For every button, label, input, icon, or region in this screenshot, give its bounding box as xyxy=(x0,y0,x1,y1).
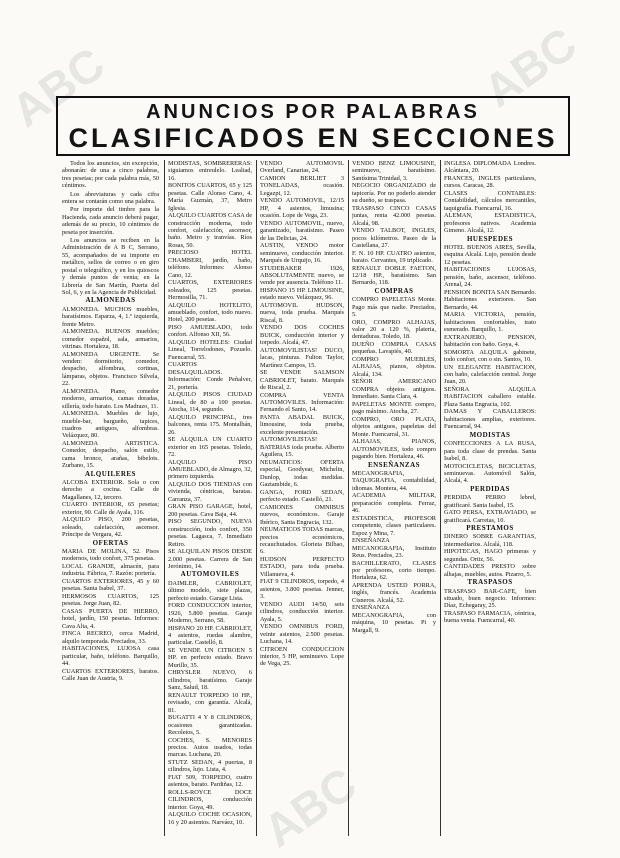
classified-ad: VENDO OMNIBUS FORD, veinte asientos, 2.500 pesetas. Luchana, 14. xyxy=(260,623,344,645)
classified-ad: PISO AMUEBLADO, todo confort. Alfonso XII, 56. xyxy=(168,324,252,339)
classified-ad: DINERO SOBRE GARANTIAS, intermediarios. Alcalá, 118. xyxy=(444,533,536,548)
banner-title-line2: CLASIFICADOS EN SECCIONES xyxy=(68,123,558,153)
classified-ad: ALMONEDA. Muebles de lujo, mueble-bar, bargueño, tapices, cuadros antiguos, alfombras. Velázquez, 80. xyxy=(62,410,159,440)
classified-ad: TRASPASO CINCO CASAS juntas, renta 42.000 pesetas. Alcalá, 98. xyxy=(352,204,436,227)
classified-ad: CANTIDADES PRESTO sobre alhajas, muebles, autos. Pizarro, 5. xyxy=(444,563,536,578)
classified-ad: BUGATTI 4 Y 8 CILINDROS, ocasiones garantizadas. Recoletos, 5. xyxy=(168,714,252,736)
classified-ad: PERDIDA PERRO lebrel, gratificaré. Santa Isabel, 15. xyxy=(444,494,536,509)
classified-ad: CAMIONES OMNIBUS nuevos, económicos. Garaje Ibérico, Santa Engracia, 132. xyxy=(260,503,344,526)
classified-ad: AUSTIN, VENDO motor seminuevo, conducción interior. Marqués de Urquijo, 16. xyxy=(260,242,344,265)
classified-ad: ALHAJAS, PIANOS, AUTOMOVILES, todo compro pagando bien. Hortaleza, 46. xyxy=(352,438,436,461)
classified-ad: CUARTOS, EXTERIORES soleados, 125 pesetas. Hermosilla, 71. xyxy=(168,279,252,302)
classified-ad: MARIA VICTORIA, pensión, habitaciones confortables, trato esmerado. Barquillo, 1. xyxy=(444,311,536,334)
classified-ad: NEUMATICOS: OFERTA especial, Goodyear, Michelin, Dunlop, todas medidas. Gaztambide, 6. xyxy=(260,458,344,489)
classified-ad: CAMION BERLIET 3 TONELADAS, ocasión. Legazpi, 12. xyxy=(260,175,344,197)
classified-ad: SOMORTA ALQUILA gabinete, todo confort, con o sin. Santos, 10. xyxy=(444,348,536,364)
classified-ad: EXTRANJERO, PENSION, habitación con baño. Goya, 4. xyxy=(444,333,536,349)
section-heading: OFERTAS xyxy=(92,538,129,547)
classified-ad: COMPRA VENTA AUTOMOVILES. Información: Fernando el Santo, 14. xyxy=(260,391,344,414)
classified-ad: HABITACIONES, LUJOSA casa particular, baño, teléfono. Barquillo, 44. xyxy=(62,645,159,668)
classified-ad: SE ALQUILAN PISOS DESDE 2.000 pesetas. Carrera de San Jerónimo, 14. xyxy=(168,548,252,570)
classified-ad: APRENDA USTED PORRA, inglés, francés. Academia Cisneros. Alcalá, 52. xyxy=(352,581,436,604)
classified-ad: ALQUILO PISO AMUEBLADO, de Almagro, 32, primero izquierda. xyxy=(168,458,252,481)
classified-ad: F. N. 10 HP. CUATRO asientos, barato. Cervantes, 19 triplicado. xyxy=(352,249,436,265)
classified-ad: MARIA DE MOLINA, 52. Pisos modernos, todo confort, 375 pesetas. xyxy=(62,548,159,563)
classified-ad: VENDO AUTOMOVIL Overland, Canarias, 24. xyxy=(260,160,344,175)
classified-ad: RENAULT TORPEDO 10 HP., revisado, con garantía. Alcalá, 81. xyxy=(168,691,252,714)
classified-ad: TRASPASO FARMACIA, céntrica, buena venta. Fuencarral, 40. xyxy=(444,609,536,625)
classified-ad: FRANCES, INGLES particulares, cursos. Caracas, 28. xyxy=(444,175,536,190)
classified-ad: ALCOBA EXTERIOR. Sola o con derecho a cocina. Calle de Magallanes, 12, tercero. xyxy=(62,479,159,501)
classified-ad: ALQUILO PRINCIPAL, tres balcones, renta 175. Montalbán, 26. xyxy=(168,413,252,436)
intro-paragraph: Todos los anuncios, sin excepción, abonarán: de una a cinco palabras, tres pesetas; por cada palabra más, 50 céntimos. xyxy=(62,160,159,190)
classified-ad: ALMONEDA. MUCHOS muebles, baratísimos. Esparza, 4, 1.º izquierda, frente Metro. xyxy=(62,305,159,328)
classified-ad: ALMONEDA ARTISTICA. Comedor, despacho, salón estilo, cama bronce, arañas, bibelots. Zurbano, 15. xyxy=(62,439,159,470)
column-divider xyxy=(348,160,349,836)
classified-ad: HUDSON PERFECTO ESTADO, para toda prueba. Villanueva, 4. xyxy=(260,555,344,578)
section-heading: ENSEÑANZAS xyxy=(367,460,421,469)
classified-ad: UN ELEGANTE HABITACION, con baño, calefacción central. Jorge Juan, 20. xyxy=(444,363,536,386)
section-banner xyxy=(56,96,570,156)
classified-ad: HABITACIONES LUJOSAS, pensión, baño, ascensor, teléfono. Arenal, 24. xyxy=(444,266,536,289)
classified-ad: VENDO AUTOMOVIL, 12/15 HP, 4 asientos, limusina; ocasión. Lope de Vega, 23. xyxy=(260,197,344,220)
section-heading: MODISTAS xyxy=(469,430,511,439)
classified-ad: CONFECCIONES A LA RUSA, para toda clase de prendas. Santa Isabel, 8. xyxy=(444,440,536,462)
classified-ad: ESTADISTICA, PROFESOR competente, clases particulares. Espoz y Mina, 7. xyxy=(352,514,436,537)
column-2 xyxy=(168,160,252,836)
classified-ad: BONITOS CUARTOS, 65 y 125 pesetas. Calle Alonso Cano, 4. María Guzmán, 37, Metro Iglesia. xyxy=(168,182,252,212)
section-heading: COMPRAS xyxy=(374,286,414,295)
column-1 xyxy=(62,160,159,836)
classified-ad: ALQUILO PISO, 200 pesetas, soleado, calefacción, ascensor. Príncipe de Vergara, 42. xyxy=(62,516,159,539)
classified-ad: CASAS PUERTA DE HIERRO, hotel, jardín, 150 pesetas. Informes: Cava Alta, 4. xyxy=(62,608,159,630)
classified-ad: CITROEN CONDUCCION interior, 5 HP, seminuevo. Lope de Vega, 25. xyxy=(260,645,344,668)
column-4 xyxy=(352,160,436,836)
classified-ad: GANGA, FORD SEDAN, perfecto estado. Castelló, 21. xyxy=(260,488,344,504)
classified-ad: DUEÑO COMPRA CASAS pequeñas. Lavapiés, 40. xyxy=(352,341,436,356)
abc-watermark: ABC xyxy=(254,757,366,857)
classified-ad: ALQUILO PISOS CIUDAD Lineal, de 80 a 100 pesetas. Atocha, 114, segundo. xyxy=(168,391,252,414)
classified-ad: CUARTOS DESALQUILADOS. Información: Conde Peñalver, 21, portería. xyxy=(168,361,252,391)
classified-ad: FORD CONDUCCION interior, 1926, 5.800 pesetas. Garaje Moderno, Serrano, 58. xyxy=(168,602,252,624)
classified-ad: HISPANO 15 HP. LIMOUSINE, estado nuevo. Velázquez, 96. xyxy=(260,287,344,302)
column-divider xyxy=(164,160,165,836)
classified-ad: DAMAS Y CABALLEROS: habitaciones amplias, exteriores. Fuencarral, 94. xyxy=(444,408,536,431)
classified-ad: PISO SEGUNDO, NUEVA construcción, todo confort, 350 pesetas. Lagasca, 7. Inmediato Retiro. xyxy=(168,518,252,548)
classified-ad: ALMONEDA. Piano, comedor moderno, armarios, camas doradas, sillería, todo barato. Los Madrazo, 11. xyxy=(62,387,159,410)
section-heading: PRESTAMOS xyxy=(466,523,514,532)
classified-ad: MECANOGRAFIA, TAQUIGRAFIA, contabilidad, idiomas. Montera, 44. xyxy=(352,469,436,492)
classified-ad: ORO, COMPRO ALHAJAS, valor 20 a 120 %, plateria, dentaduras. Toledo, 18. xyxy=(352,318,436,341)
classified-ad: AUTOMOVILISTAS! BATERIAS toda prueba. Alberto Aguilera, 15. xyxy=(260,436,344,459)
classified-ad: NEGOCIO ORGANIZADO de tapicería. Por no poderlo atender su dueño, se traspasa. xyxy=(352,182,436,205)
classified-ad: VENDO AUTOMOVIL, nuevo, garantizado, baratísimo. Paseo de las Delicias, 24. xyxy=(260,219,344,242)
section-heading: ALMONEDAS xyxy=(85,296,136,305)
classified-ad: ENSEÑANZA MECANOGRAFIA, con máquina, 10 pesetas. Pi y Margall, 9. xyxy=(352,604,436,634)
intro-paragraph: Los anuncios se reciben en la Administración de A B C, Serrano, 55, acompañados de su importe en metálico, sellos de correo o en giro postal o telegráfico, y en los quioscos y demás puntos de venta; en la Librería de San Martín, Puerta del Sol, 6, y en la Agencia de Publicidad. xyxy=(62,237,159,296)
classified-ad: STUDEBAKER 1926, ABSOLUTAMENTE nuevo, se vende por ausencia. Teléfono 11. xyxy=(260,264,344,287)
classified-ad: GRAN PISO GARAGE, hotel, 200 pesetas. Cava Baja, 44. xyxy=(168,503,252,518)
classified-ad: DAIMLER, CABRIOLET, último modelo, siete plazas, perfecto estado. Garage Lista. xyxy=(168,579,252,602)
section-heading: AUTOMOVILES xyxy=(180,570,240,579)
classified-ad: COMPRO PAPELETAS Monte. Pago más que nadie. Preciados, 5. xyxy=(352,296,436,319)
classified-ad: ALQUILO CUARTOS CASA de construcción moderna, todo confort, calefacción, ascensor, baño. Metro y tranvías. Ríos Rosas, 50. xyxy=(168,212,252,249)
classified-ad: FINCA RECREO, cerca Madrid, alquilo temporada. Preciados, 33. xyxy=(62,630,159,645)
intro-paragraph: Los abreviaturas y cada cifra entera se contarán como una palabra. xyxy=(62,190,159,206)
classified-ad: SE ALQUILA UN CUARTO exterior en 165 pesetas. Toledo, 72. xyxy=(168,436,252,458)
classified-ad: CUARTOS EXTERIORES, baratos. Calle Juan de Austria, 9. xyxy=(62,667,159,683)
classified-ad: VENDO TALBOT, INGLES, pocos kilómetros. Paseo de la Castellana, 27. xyxy=(352,227,436,250)
classified-ad: SEÑOR AMERICANO COMPRA objetos antiguos. Inmediato. Santa Clara, 4. xyxy=(352,378,436,401)
classified-ad: CUARTO INTERIOR, 65 pesetas; exterior, 90. Calle de Ayala, 116. xyxy=(62,501,159,516)
classified-ad: SE VENDE SALMSON CABRIOLET, barato. Marqués de Riscal, 2. xyxy=(260,369,344,392)
classified-ad: PANTA ABADAL BUICK, limousine, toda prueba, excelente presentación. xyxy=(260,414,344,436)
classified-ad: ENSEÑANZA MECANOGRAFIA, Instituto Reus. Preciados, 23. xyxy=(352,537,436,559)
banner-title-line1: ANUNCIOS POR PALABRAS xyxy=(146,101,480,123)
classified-ad: ALQUILO HOTELES: Ciudad Lineal, Torrelodones, Pozuelo. Fuencarral, 55. xyxy=(168,339,252,361)
classified-ad: LOCAL GRANDE, almacén, para industria. Fábrica, 7. Razón: portería. xyxy=(62,563,159,578)
classified-ad: PRECIOSO HOTEL CHAMBERI, jardín, baño, teléfono. Informes: Alonso Cano, 12. xyxy=(168,249,252,279)
classified-ad: CLASES CONTABLES: Contabilidad, cálculos mercantiles, taquigrafía. Fuencarral, 16. xyxy=(444,190,536,212)
classified-ad: MOTOCICLETAS, BICICLETAS, seminuevas. Automóvil Salón, Alcalá, 4. xyxy=(444,462,536,485)
classified-ad: CHRYSLER NUEVO, 6 cilindros, baratísimo. Garaje Sanz, Salud, 18. xyxy=(168,669,252,692)
classified-ad: COCHES, S. MENORES precios. Autos usados, todas marcas. Luchana, 20. xyxy=(168,736,252,759)
classified-ad: COMPRO, ORO PLATA, objetos antiguos, papeletas del Monte. Fuencarral, 31. xyxy=(352,415,436,438)
classified-ad: SEÑORA ALQUILA HABITACION caballero estable. Plaza Santa Engracia, 102. xyxy=(444,386,536,408)
column-divider xyxy=(256,160,257,836)
classified-ad: VENDO DOS COCHES BUICK, conducción interior y torpedo. Alcalá, 47. xyxy=(260,324,344,347)
classified-ad: AUTOMOVIL HUDSON, nueva, toda prueba. Marqués Riscal, 8. xyxy=(260,302,344,324)
intro-paragraph: Por importe del timbre para la Hacienda, cada anuncio deberá pagar, además de su precio, 10 céntimos de peseta por inserción. xyxy=(62,206,159,236)
classified-ad: CUARTOS EXTERIORES, 45 y 60 pesetas. Santa Isabel, 37. xyxy=(62,578,159,593)
classified-ad: ACADEMIA MILITAR, preparación completa. Ferraz, 46. xyxy=(352,492,436,515)
classified-ad: STUTZ SEDAN, 4 puertas, 8 cilindros, lujo. Lista, 4. xyxy=(168,759,252,774)
column-divider xyxy=(440,160,441,836)
intro-notice xyxy=(62,160,159,296)
abc-watermark: ABC xyxy=(2,37,114,137)
classified-ad: VENDO BENZ LIMOUSINE, seminuevo, baratísimo. Santísima Trinidad, 3. xyxy=(352,160,436,182)
classified-ad: GATO PERSA, EXTRAVIADO, se gratificará. Carretas, 10. xyxy=(444,509,536,524)
classified-ad: ALEMAN, ESTADISTICA, profesores nativos. Academia Gimeno. Alcalá, 12. xyxy=(444,212,536,235)
classified-ad: HERMOSOS CUARTOS, 125 pesetas. Jorge Juan, 82. xyxy=(62,593,159,608)
classified-ad: COMPRO MUEBLES, ALHAJAS, pianos, objetos. Alcalá, 134. xyxy=(352,356,436,378)
classified-ad: ROLLS-ROYCE DOCE CILINDROS, conducción interior. Goya, 49. xyxy=(168,789,252,811)
classified-ad: PAPELETAS MONTE compro, pago máximo. Atocha, 27. xyxy=(352,400,436,416)
abc-watermark: ABC xyxy=(474,17,586,117)
classified-ad: ALMONEDA URGENTE. Se venden: dormitorio, comedor, despacho, alfombras, cortinas, lámparas, objetos. Francisco Silvela, 22. xyxy=(62,350,159,388)
section-heading: ALQUILERES xyxy=(85,469,136,478)
classified-ad: ALMONEDA. BUENOS muebles; comedor español, sala, armarios, vitrinas. Hortaleza, 18. xyxy=(62,328,159,350)
classified-ad: ALQUILO COCHE OCASION, 16 y 20 asientos. Narváez, 10. xyxy=(168,811,252,826)
classified-ad: HISPANO 20 HP. CABRIOLET, 4 asientos, ruedas alambre, particular. Castelló, 8. xyxy=(168,624,252,647)
section-heading: TRASPASOS xyxy=(467,578,513,587)
classified-ad: MODISTAS, SOMBRERERAS: siguiamos entreulelo. Lealtad, 16. xyxy=(168,160,252,182)
classified-ad: ALQUILO HOTELITO, amueblado, confort, todo nuevo. Hotel, 200 pesetas. xyxy=(168,301,252,324)
classified-ad: VENDO AUDI 14/50, seis cilindros, conducción interior. Ayala, 5. xyxy=(260,600,344,623)
classified-ad: TRASPASO BAR-CAFE, bien situado, buen negocio. Informes: Díaz, Echegaray, 25. xyxy=(444,587,536,610)
column-5 xyxy=(444,160,536,836)
classified-ad: HOTEL BUENOS AIRES, Sevilla, esquina Alcalá. Lujo, pensión desde 12 pesetas. xyxy=(444,244,536,266)
classified-ad: BACHILLERATO, CLASES por profesores, corto tiempo. Hortaleza, 62. xyxy=(352,559,436,582)
classified-ad: INGLESA DIPLOMADA Londres. Alcántara, 20. xyxy=(444,160,536,175)
classified-ad: PENSION BONITA SAN Bernardo. Habitaciones exteriores. San Bernardo, 44. xyxy=(444,288,536,311)
classified-ad: HIPOTECAS, HAGO primeras y segundas. Ortiz, 56. xyxy=(444,548,536,563)
section-heading: PERDIDAS xyxy=(470,484,510,493)
classified-ad: FIAT 509, TORPEDO, cuatro asientos, barato. Pardiñas, 12. xyxy=(168,774,252,789)
classified-ad: SE VENDE UN CITROEN 5 HP. en perfecto estado. Bravo Murillo, 35. xyxy=(168,646,252,669)
classified-ad: NEUMATICOS TODAS marcas, precios económicos, recauchutados. Glorieta Bilbao, 6. xyxy=(260,526,344,556)
column-3 xyxy=(260,160,344,836)
classified-ad: RENAULT DOBLE FAETON, 12/18 HP., baratísimo. San Bernardo, 118. xyxy=(352,264,436,287)
classified-ad: ALQUILO DOS TIENDAS con vivienda, céntricas, baratas. Carranza, 37. xyxy=(168,480,252,503)
section-heading: HUESPEDES xyxy=(466,234,514,243)
classified-ad: AUTOMOVILISTAS! DUCO, lacas, pinturas. Fulton Taylor, Martínez Campos, 15. xyxy=(260,346,344,369)
classified-ad: FIAT 9 CILINDROS, torpedo, 4 asientos, 3.800 pesetas. Jenner, 3. xyxy=(260,578,344,601)
